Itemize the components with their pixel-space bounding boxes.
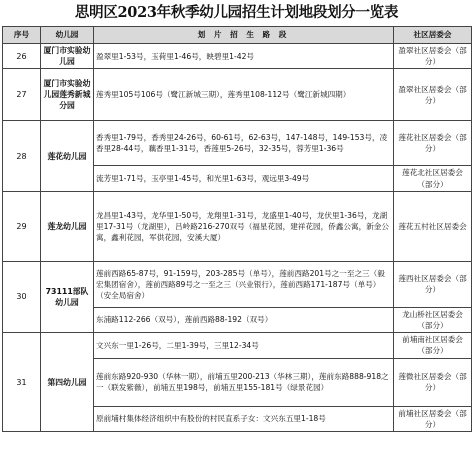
school-name: 第四幼儿园 bbox=[41, 333, 94, 432]
header-school: 幼儿园 bbox=[41, 27, 94, 44]
road-segment: 莲前西路65-87号，91-159号，203-285号（单号），莲前西路201号之一至之三（毅宏集团宿舍），莲前西路89号之一至之三（兴业银行），莲前西路171-187号（单号）（安全局宿舍） bbox=[94, 261, 394, 307]
school-name: 厦门市实验幼儿园莲秀新城分园 bbox=[41, 69, 94, 121]
school-name: 73111部队幼儿园 bbox=[41, 261, 94, 332]
row-number: 26 bbox=[3, 44, 41, 69]
table-header-row bbox=[3, 27, 472, 44]
enrollment-table bbox=[2, 26, 472, 432]
header-committee: 社区居委会 bbox=[394, 27, 472, 44]
road-segment: 文兴东一里1-26号，二里1-39号，三里12-34号 bbox=[94, 333, 394, 358]
table-row bbox=[3, 191, 472, 261]
road-segment: 莲前东路920-930（华林一期），前埔五里200-213（华林三期），莲前东路888-918之一（联发紫薇），前埔五里198号，前埔五里155-181号（绿景花园） bbox=[94, 358, 394, 406]
committee: 前埔社区居委会（部分） bbox=[394, 406, 472, 431]
road-segment: 流芳里1-71号，玉亭里1-45号，和光里1-63号，观远里3-49号 bbox=[94, 166, 394, 191]
header-roads: 划 片 招 生 路 段 bbox=[94, 27, 394, 44]
committee: 莲花五村社区居委会 bbox=[394, 191, 472, 261]
row-number: 28 bbox=[3, 121, 41, 191]
road-segment: 龙昌里1-43号，龙华里1-50号，龙翔里1-31号，龙盛里1-40号，龙伏里1-36号，龙湖里17-31号（龙湖里），吕岭路216-270双号（福星花园，建祥花园，侨鑫公寓，新金公寓，鑫利花园，军供花园，安溪大厦） bbox=[94, 191, 394, 261]
row-number: 31 bbox=[3, 333, 41, 432]
table-row bbox=[3, 121, 472, 166]
school-name: 莲花幼儿园 bbox=[41, 121, 94, 191]
row-number: 27 bbox=[3, 69, 41, 121]
table-row bbox=[3, 69, 472, 121]
table-row bbox=[3, 333, 472, 358]
table-row bbox=[3, 261, 472, 307]
committee: 莲花社区居委会（部分） bbox=[394, 121, 472, 166]
committee: 莲花北社区居委会（部分） bbox=[394, 166, 472, 191]
road-segment: 原前埔村集体经济组织中有股份的村民直系子女：文兴东五里1-18号 bbox=[94, 406, 394, 431]
committee: 前埔南社区居委会（部分） bbox=[394, 333, 472, 358]
road-segment: 香秀里1-79号，香秀里24-26号，60-61号，62-63号，147-148号，149-153号，凌香里28-44号，藕香里1-31号，香莲里5-26号，32-35号，蓉芳里1-36号 bbox=[94, 121, 394, 166]
school-name: 厦门市实验幼儿园 bbox=[41, 44, 94, 69]
committee: 莲西社区居委会（部分） bbox=[394, 261, 472, 307]
row-number: 29 bbox=[3, 191, 41, 261]
committee: 盈翠社区居委会（部分） bbox=[394, 69, 472, 121]
school-name: 莲龙幼儿园 bbox=[41, 191, 94, 261]
committee: 盈翠社区居委会（部分） bbox=[394, 44, 472, 69]
committee: 莲微社区居委会（部分） bbox=[394, 358, 472, 406]
road-segment: 盈翠里1-53号，玉荷里1-46号，映碧里1-42号 bbox=[94, 44, 394, 69]
committee: 龙山桥社区居委会（部分） bbox=[394, 307, 472, 332]
page-title: 思明区2023年秋季幼儿园招生计划地段划分一览表 bbox=[74, 4, 399, 21]
road-segment: 莲秀里105号106号（鹭江新城三期），莲秀里108-112号（鹭江新城四期） bbox=[94, 69, 394, 121]
road-segment: 东浦路112-266（双号），莲前西路88-192（双号） bbox=[94, 307, 394, 332]
header-num: 序号 bbox=[3, 27, 41, 44]
table-row bbox=[3, 44, 472, 69]
row-number: 30 bbox=[3, 261, 41, 332]
